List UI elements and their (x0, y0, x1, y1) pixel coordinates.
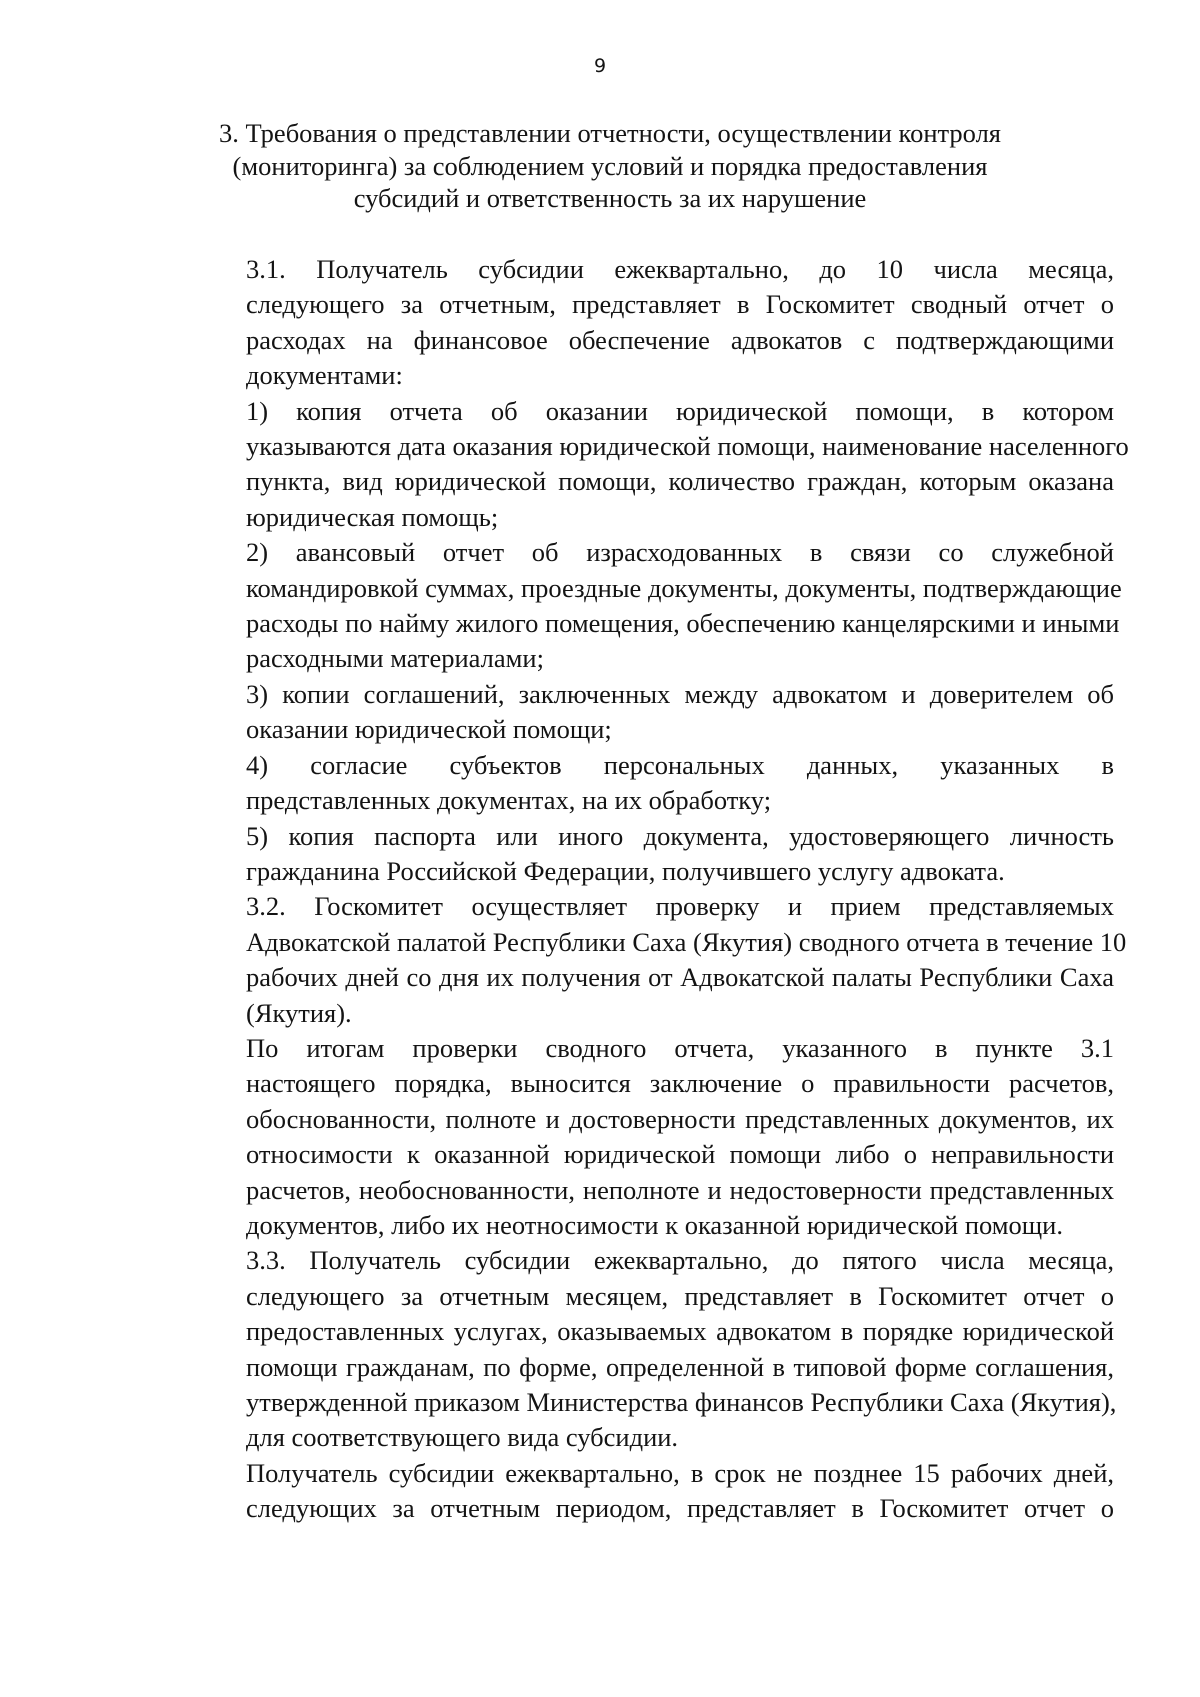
text-line: расчетов, необоснованности, неполноте и недостоверности представленных (246, 1174, 1114, 1205)
section-heading (170, 117, 1050, 215)
paragraph-3-1 (174, 252, 1114, 394)
text-line: расходах на финансовое обеспечение адвокатов с подтверждающими (246, 324, 1114, 355)
heading-line: 3. Требования о представлении отчетности, осуществлении контроля (219, 118, 1001, 148)
text-line: 3.3. Получатель субсидии ежеквартально, до пятого числа месяца, (246, 1245, 1114, 1276)
text-line: командировкой суммах, проездные документы, документы, подтверждающие (246, 572, 1122, 603)
text-line: 3.2. Госкомитет осуществляет проверку и прием представляемых (246, 891, 1114, 922)
list-item-4 (174, 748, 1114, 819)
list-item-5 (174, 819, 1114, 890)
paragraph-review-results (174, 1031, 1114, 1243)
heading-line: субсидий и ответственность за их нарушение (353, 183, 867, 213)
text-line: представленных документах, на их обработку; (246, 785, 772, 816)
text-line: следующего за отчетным, представляет в Госкомитет сводный отчет о (246, 289, 1114, 320)
text-line: для соответствующего вида субсидии. (246, 1422, 679, 1453)
text-line: рабочих дней со дня их получения от Адвокатской палаты Республики Саха (246, 962, 1114, 993)
text-line: 3.1. Получатель субсидии ежеквартально, до 10 числа месяца, (246, 254, 1114, 284)
list-item-2 (174, 535, 1122, 677)
text-line: помощи гражданам, по форме, определенной в типовой форме соглашения, (246, 1351, 1114, 1382)
paragraph-3-3 (174, 1243, 1117, 1455)
text-line: 1) копия отчета об оказании юридической помощи, в котором (246, 395, 1114, 426)
text-line: обоснованности, полноте и достоверности представленных документов, их (246, 1103, 1114, 1134)
list-item-1 (174, 394, 1129, 536)
text-line: документами: (246, 360, 403, 391)
text-line: гражданина Российской Федерации, получившего услугу адвоката. (246, 855, 1005, 886)
text-line: указываются дата оказания юридической помощи, наименование населенного (246, 431, 1129, 462)
text-line: документов, либо их неотносимости к оказанной юридической помощи. (246, 1209, 1063, 1240)
text-line: юридическая помощь; (246, 501, 499, 532)
paragraph-3-2 (174, 889, 1127, 1031)
text-line: относимости к оказанной юридической помощи либо о неправильности (246, 1139, 1114, 1170)
text-line: пункта, вид юридической помощи, количество граждан, которым оказана (246, 466, 1114, 497)
text-line: расходы по найму жилого помещения, обеспечению канцелярскими и иными (246, 608, 1120, 639)
text-line: предоставленных услугах, оказываемых адвокатом в порядке юридической (246, 1316, 1114, 1347)
paragraph-quarterly-report (174, 1456, 1114, 1527)
text-line: следующих за отчетным периодом, представляет в Госкомитет отчет о (246, 1493, 1114, 1524)
text-line: следующего за отчетным месяцем, представляет в Госкомитет отчет о (246, 1280, 1114, 1311)
text-line: оказании юридической помощи; (246, 714, 612, 745)
page-number: 9 (593, 55, 607, 77)
text-line: 5) копия паспорта или иного документа, удостоверяющего личность (246, 820, 1114, 851)
text-line: По итогам проверки сводного отчета, указанного в пункте 3.1 (246, 1032, 1114, 1063)
text-line: 3) копии соглашений, заключенных между адвокатом и доверителем об (246, 678, 1114, 709)
text-line: Адвокатской палатой Республики Саха (Якутия) сводного отчета в течение 10 (246, 926, 1127, 957)
text-line: (Якутия). (246, 997, 352, 1028)
list-item-3 (174, 677, 1114, 748)
document-body (174, 252, 1129, 1527)
text-line: Получатель субсидии ежеквартально, в срок не позднее 15 рабочих дней, (246, 1457, 1114, 1488)
text-line: настоящего порядка, выносится заключение о правильности расчетов, (246, 1068, 1114, 1099)
text-line: 2) авансовый отчет об израсходованных в связи со служебной (246, 537, 1114, 568)
text-line: расходными материалами; (246, 643, 544, 674)
heading-line: (мониторинга) за соблюдением условий и порядка предоставления (232, 150, 988, 181)
text-line: утвержденной приказом Министерства финансов Республики Саха (Якутия), (246, 1387, 1117, 1417)
text-line: 4) согласие субъектов персональных данных, указанных в (246, 749, 1114, 780)
